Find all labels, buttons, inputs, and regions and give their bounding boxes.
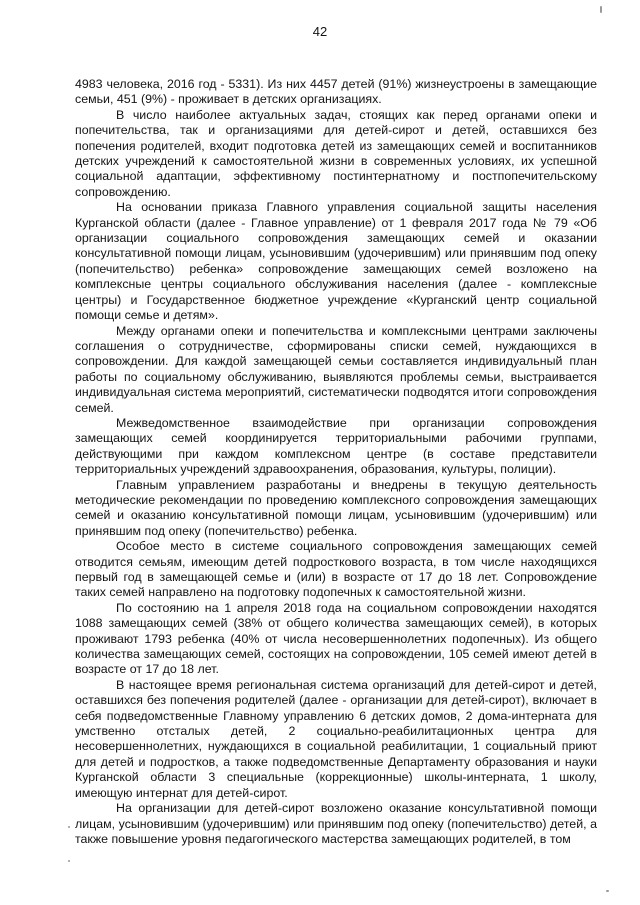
scan-mark bbox=[68, 826, 70, 828]
paragraph-3: На основании приказа Главного управления социальной защиты населения Курганской области (далее - Главное управление) от 1 февраля 2017 года № 79 «Об организации социального сопровождения замещающих семей и оказании консультативной помощи лицам, усыновившим (удочерившим) или принявшим под опеку (попечительство) ребенка» сопровождение замещающих семей возложено на комплексные центры социального обслуживания населения (далее - комплексные центры) и Государственное бюджетное учреждение «Курганский центр социальной помощи семье и детям». bbox=[75, 200, 597, 323]
scan-mark bbox=[68, 860, 70, 862]
paragraph-9: В настоящее время региональная система организаций для детей-сирот и детей, оставшихся без попечения родителей (далее - организации для детей-сирот), включает в себя подведомственные Главному управлению 6 детских домов, 2 дома-интерната для умственно отсталых детей, 2 социально-реабилитационных центра для несовершеннолетних, нуждающихся в социальной реабилитации, 1 социальный приют для детей и подростков, а также подведомственные Департаменту образования и науки Курганской области 3 специальные (коррекционные) школы-интерната, 1 школу, имеющую интернат для детей-сирот. bbox=[75, 677, 597, 800]
paragraph-4: Между органами опеки и попечительства и комплексными центрами заключены соглашения о сотрудничестве, сформированы списки семей, нуждающихся в сопровождении. Для каждой замещающей семьи составляется индивидуальный план работы по социальному обслуживанию, выявляются проблемы семьи, выстраивается индивидуальная система мероприятий, систематически подводятся итоги сопровождения семей. bbox=[75, 323, 597, 415]
paragraph-7: Особое место в системе социального сопровождения замещающих семей отводится семьям, имеющим детей подросткового возраста, в том числе находящихся первый год в замещающей семье и (или) в возрасте от 17 до 18 лет. Сопровождение таких семей направлено на подготовку подопечных к самостоятельной жизни. bbox=[75, 539, 597, 600]
scan-mark bbox=[606, 890, 609, 892]
paragraph-8: По состоянию на 1 апреля 2018 года на социальном сопровождении находятся 1088 замещающих семей (38% от общего количества замещающих семей), в которых проживают 1793 ребенка (40% от числа несовершеннолетних подопечных). Из общего количества замещающих семей, состоящих на сопровождении, 105 семей имеют детей в возрасте от 17 до 18 лет. bbox=[75, 600, 597, 677]
paragraph-6: Главным управлением разработаны и внедрены в текущую деятельность методические рекомендации по проведению комплексного сопровождения замещающих семей и оказанию консультативной помощи лицам, усыновившим (удочерившим) или принявшим под опеку (попечительство) ребенка. bbox=[75, 477, 597, 538]
paragraph-5: Межведомственное взаимодействие при организации сопровождения замещающих семей координируется территориальными рабочими группами, действующими при каждом комплексном центре (в составе представители территориальных учреждений здравоохранения, образования, культуры, полиции). bbox=[75, 415, 597, 477]
page-number: 42 bbox=[312, 24, 328, 39]
paragraph-2: В число наиболее актуальных задач, стоящих как перед органами опеки и попечительства, так и организациями для детей-сирот и детей, оставшихся без попечения родителей, входит подготовка детей из замещающих семей и воспитанников детских учреждений к самостоятельной жизни в современных условиях, их успешной социальной адаптации, эффективному постинтернатному и постпопечительскому сопровождению. bbox=[75, 107, 597, 199]
scan-mark bbox=[600, 6, 602, 13]
document-body bbox=[75, 77, 597, 847]
paragraph-1: 4983 человека, 2016 год - 5331). Из них 4457 детей (91%) жизнеустроены в замещающие семьи, 451 (9%) - проживает в детских организациях. bbox=[75, 77, 597, 107]
paragraph-10: На организации для детей-сирот возложено оказание консультативной помощи лицам, усыновившим (удочерившим) или принявшим под опеку (попечительство) детей, а также повышение уровня педагогического мастерства замещающих родителей, в том bbox=[75, 801, 597, 846]
